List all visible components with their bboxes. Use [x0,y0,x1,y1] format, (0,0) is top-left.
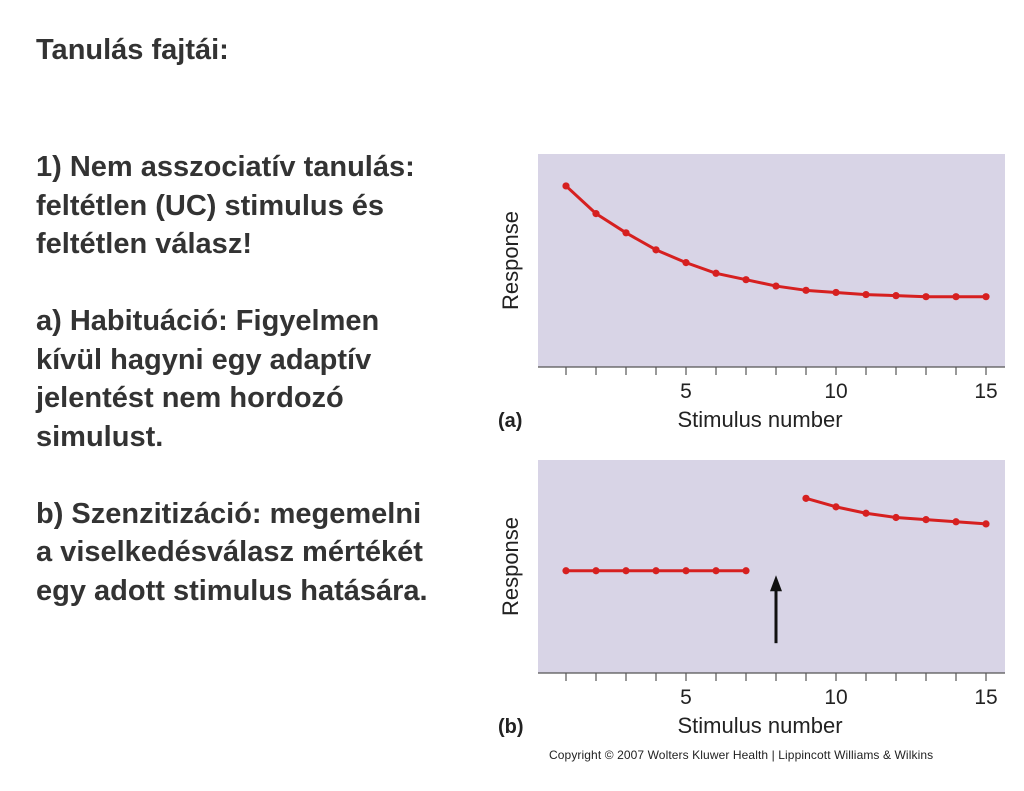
text-line: 1) Nem asszociatív tanulás: [36,151,415,183]
data-point [562,182,569,189]
chart-panel-a [498,154,1005,432]
habituation-sensitization-figure [490,145,1010,745]
chart-panel-b [498,460,1005,738]
text-line: simulust. [36,420,164,453]
data-point [742,567,749,574]
data-point [982,520,989,527]
text-line: kívül hagyni egy adaptív [36,343,372,376]
data-point [592,210,599,217]
data-point [922,516,929,523]
x-tick-label: 10 [824,380,848,403]
text-line: jelentést nem hordozó [36,382,344,414]
plot-area [538,154,1005,367]
data-point [982,293,989,300]
panel-label: (b) [498,716,524,738]
text-line: feltétlen (UC) stimulus és [36,189,385,222]
data-point [802,287,809,294]
paragraph-nonassociative [36,148,506,264]
data-point [652,567,659,574]
text-line: a viselkedésválasz mértékét [36,536,423,568]
data-point [622,229,629,236]
data-point [952,518,959,525]
data-point [712,270,719,277]
data-point [682,567,689,574]
slide-title: Tanulás fajtái: [36,34,229,66]
x-tick-label: 5 [680,380,692,403]
data-point [772,282,779,289]
data-point [862,510,869,517]
data-point [922,293,929,300]
data-point [682,259,689,266]
panel-label: (a) [498,410,523,432]
data-point [952,293,959,300]
text-line: feltétlen válasz! [36,228,252,260]
data-point [892,292,899,299]
slide-body [36,148,506,649]
x-tick-label: 15 [974,380,998,403]
data-point [802,495,809,502]
text-line: a) Habituáció: Figyelmen [36,305,380,337]
x-axis-label: Stimulus number [677,407,843,432]
paragraph-sensitization [36,495,506,611]
data-point [862,291,869,298]
y-axis-label: Response [498,210,523,311]
data-point [892,514,899,521]
data-point [652,246,659,253]
text-line: b) Szenzitizáció: megemelni [36,497,422,530]
copyright-notice: Copyright © 2007 Wolters Kluwer Health | Lippincott Williams & Wilkins [549,748,934,762]
data-point [622,567,629,574]
x-tick-label: 10 [824,686,848,709]
data-point [832,503,839,510]
data-point [832,289,839,296]
x-tick-label: 15 [974,686,998,709]
y-axis-label: Response [498,516,523,617]
data-point [562,567,569,574]
plot-area [538,460,1005,673]
text-line: egy adott stimulus hatására. [36,574,428,607]
data-point [712,567,719,574]
x-tick-label: 5 [680,686,692,709]
data-point [742,276,749,283]
paragraph-habituation [36,302,506,456]
x-axis-label: Stimulus number [677,713,843,738]
data-point [592,567,599,574]
